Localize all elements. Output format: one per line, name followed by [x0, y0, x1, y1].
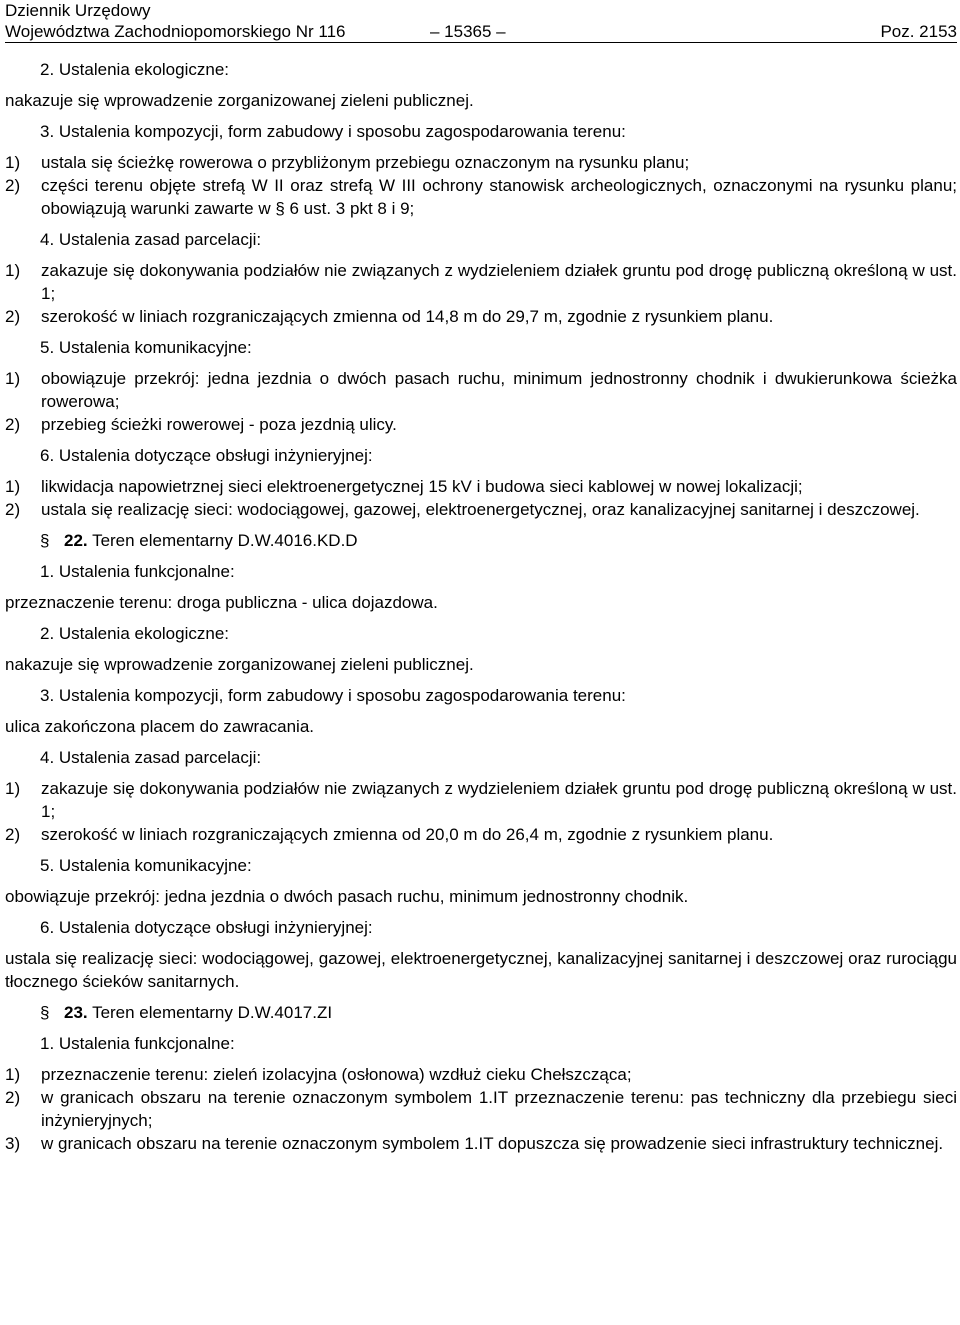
section-heading: 5. Ustalenia komunikacyjne:	[40, 338, 252, 357]
paragraph: obowiązuje przekrój: jedna jezdnia o dwóch pasach ruchu, minimum jednostronny chodnik.	[5, 887, 689, 906]
item-number: 2)	[5, 307, 21, 326]
header-info-line	[5, 21, 957, 43]
list-item	[5, 174, 957, 220]
list-item	[5, 498, 957, 521]
list-item	[5, 1086, 957, 1132]
paragraph: ulica zakończona placem do zawracania.	[5, 717, 315, 736]
item-number: 1)	[5, 779, 21, 798]
item-text: obowiązuje przekrój: jedna jezdnia o dwóch pasach ruchu, minimum jednostronny chodnik i dwukierunkowa ścieżka rowerowa;	[41, 369, 957, 411]
item-number: 1)	[5, 477, 21, 496]
list-item	[5, 413, 957, 436]
item-number: 2)	[5, 500, 21, 519]
section-sign: §	[40, 531, 50, 550]
section-heading: 4. Ustalenia zasad parcelacji:	[40, 230, 262, 249]
paragraph-heading-22	[5, 529, 957, 552]
section-heading: 1. Ustalenia funkcjonalne:	[40, 1034, 235, 1053]
item-text: ustala się ścieżkę rowerowa o przybliżonym przebiegu oznaczonym na rysunku planu;	[41, 153, 690, 172]
paragraph-number: 23.	[64, 1003, 88, 1022]
list-item	[5, 823, 957, 846]
position-number: Poz. 2153	[880, 22, 957, 41]
item-text: szerokość w liniach rozgraniczających zmienna od 14,8 m do 29,7 m, zgodnie z rysunkiem planu.	[41, 307, 774, 326]
item-number: 1)	[5, 261, 21, 280]
item-number: 2)	[5, 415, 21, 434]
item-text: w granicach obszaru na terenie oznaczonym symbolem 1.IT dopuszcza się prowadzenie sieci infrastruktury technicznej.	[41, 1134, 944, 1153]
item-text: likwidacja napowietrznej sieci elektroenergetycznej 15 kV i budowa sieci kablowej w nowej lokalizacji;	[41, 477, 803, 496]
item-number: 2)	[5, 825, 21, 844]
item-text: szerokość w liniach rozgraniczających zmienna od 20,0 m do 26,4 m, zgodnie z rysunkiem planu.	[41, 825, 774, 844]
item-number: 1)	[5, 153, 21, 172]
paragraph: przeznaczenie terenu: droga publiczna - ulica dojazdowa.	[5, 593, 438, 612]
item-text: zakazuje się dokonywania podziałów nie związanych z wydzieleniem działek gruntu pod drogę publiczną określoną w ust. 1;	[41, 261, 957, 303]
item-text: w granicach obszaru na terenie oznaczonym symbolem 1.IT przeznaczenie terenu: pas techniczny dla przebiegu sieci inżynieryjnych;	[41, 1088, 957, 1130]
item-text: przebieg ścieżki rowerowej - poza jezdnią ulicy.	[41, 415, 397, 434]
publication-name: Województwa Zachodniopomorskiego Nr 116	[5, 22, 346, 41]
item-text: ustala się realizację sieci: wodociągowej, gazowej, elektroenergetycznej, oraz kanalizacyjnej sanitarnej i deszczowej.	[41, 500, 920, 519]
journal-title: Dziennik Urzędowy	[5, 1, 151, 20]
section-heading: 3. Ustalenia kompozycji, form zabudowy i sposobu zagospodarowania terenu:	[40, 686, 626, 705]
section-heading: 5. Ustalenia komunikacyjne:	[40, 856, 252, 875]
list-item	[5, 367, 957, 413]
item-number: 2)	[5, 1088, 21, 1107]
section-heading: 3. Ustalenia kompozycji, form zabudowy i sposobu zagospodarowania terenu:	[40, 122, 626, 141]
paragraph-title: Teren elementarny D.W.4016.KD.D	[92, 531, 358, 550]
list-item	[5, 777, 957, 823]
section-heading: 2. Ustalenia ekologiczne:	[40, 624, 230, 643]
list-item	[5, 151, 957, 174]
section-sign: §	[40, 1003, 50, 1022]
list-item	[5, 475, 957, 498]
item-text: części terenu objęte strefą W II oraz strefą W III ochrony stanowisk archeologicznych, oznaczonymi na rysunku planu; obowiązują warunki zawarte w § 6 ust. 3 pkt 8 i 9;	[41, 176, 957, 218]
section-heading: 1. Ustalenia funkcjonalne:	[40, 562, 235, 581]
section-heading: 6. Ustalenia dotyczące obsługi inżynieryjnej:	[40, 918, 373, 937]
item-number: 1)	[5, 369, 21, 388]
paragraph-number: 22.	[64, 531, 88, 550]
item-number: 1)	[5, 1065, 21, 1084]
paragraph: nakazuje się wprowadzenie zorganizowanej zieleni publicznej.	[5, 91, 474, 110]
list-item	[5, 1132, 957, 1155]
document-body	[5, 58, 957, 1155]
item-number: 2)	[5, 176, 21, 195]
section-heading: 4. Ustalenia zasad parcelacji:	[40, 748, 262, 767]
item-number: 3)	[5, 1134, 21, 1153]
page-number: – 15365 –	[430, 22, 506, 41]
page-header	[5, 0, 957, 43]
paragraph: nakazuje się wprowadzenie zorganizowanej zieleni publicznej.	[5, 655, 474, 674]
paragraph-heading-23	[5, 1001, 957, 1024]
list-item	[5, 305, 957, 328]
paragraph-title: Teren elementarny D.W.4017.ZI	[92, 1003, 333, 1022]
section-heading: 2. Ustalenia ekologiczne:	[40, 60, 230, 79]
item-text: zakazuje się dokonywania podziałów nie związanych z wydzieleniem działek gruntu pod drogę publiczną określoną w ust. 1;	[41, 779, 957, 821]
list-item	[5, 1063, 957, 1086]
section-heading: 6. Ustalenia dotyczące obsługi inżynieryjnej:	[40, 446, 373, 465]
paragraph: ustala się realizację sieci: wodociągowej, gazowej, elektroenergetycznej, kanalizacyjnej sanitarnej i deszczowej oraz rurociągu tłocznego ścieków sanitarnych.	[5, 949, 957, 991]
list-item	[5, 259, 957, 305]
item-text: przeznaczenie terenu: zieleń izolacyjna (osłonowa) wzdłuż cieku Chełszcząca;	[41, 1065, 632, 1084]
